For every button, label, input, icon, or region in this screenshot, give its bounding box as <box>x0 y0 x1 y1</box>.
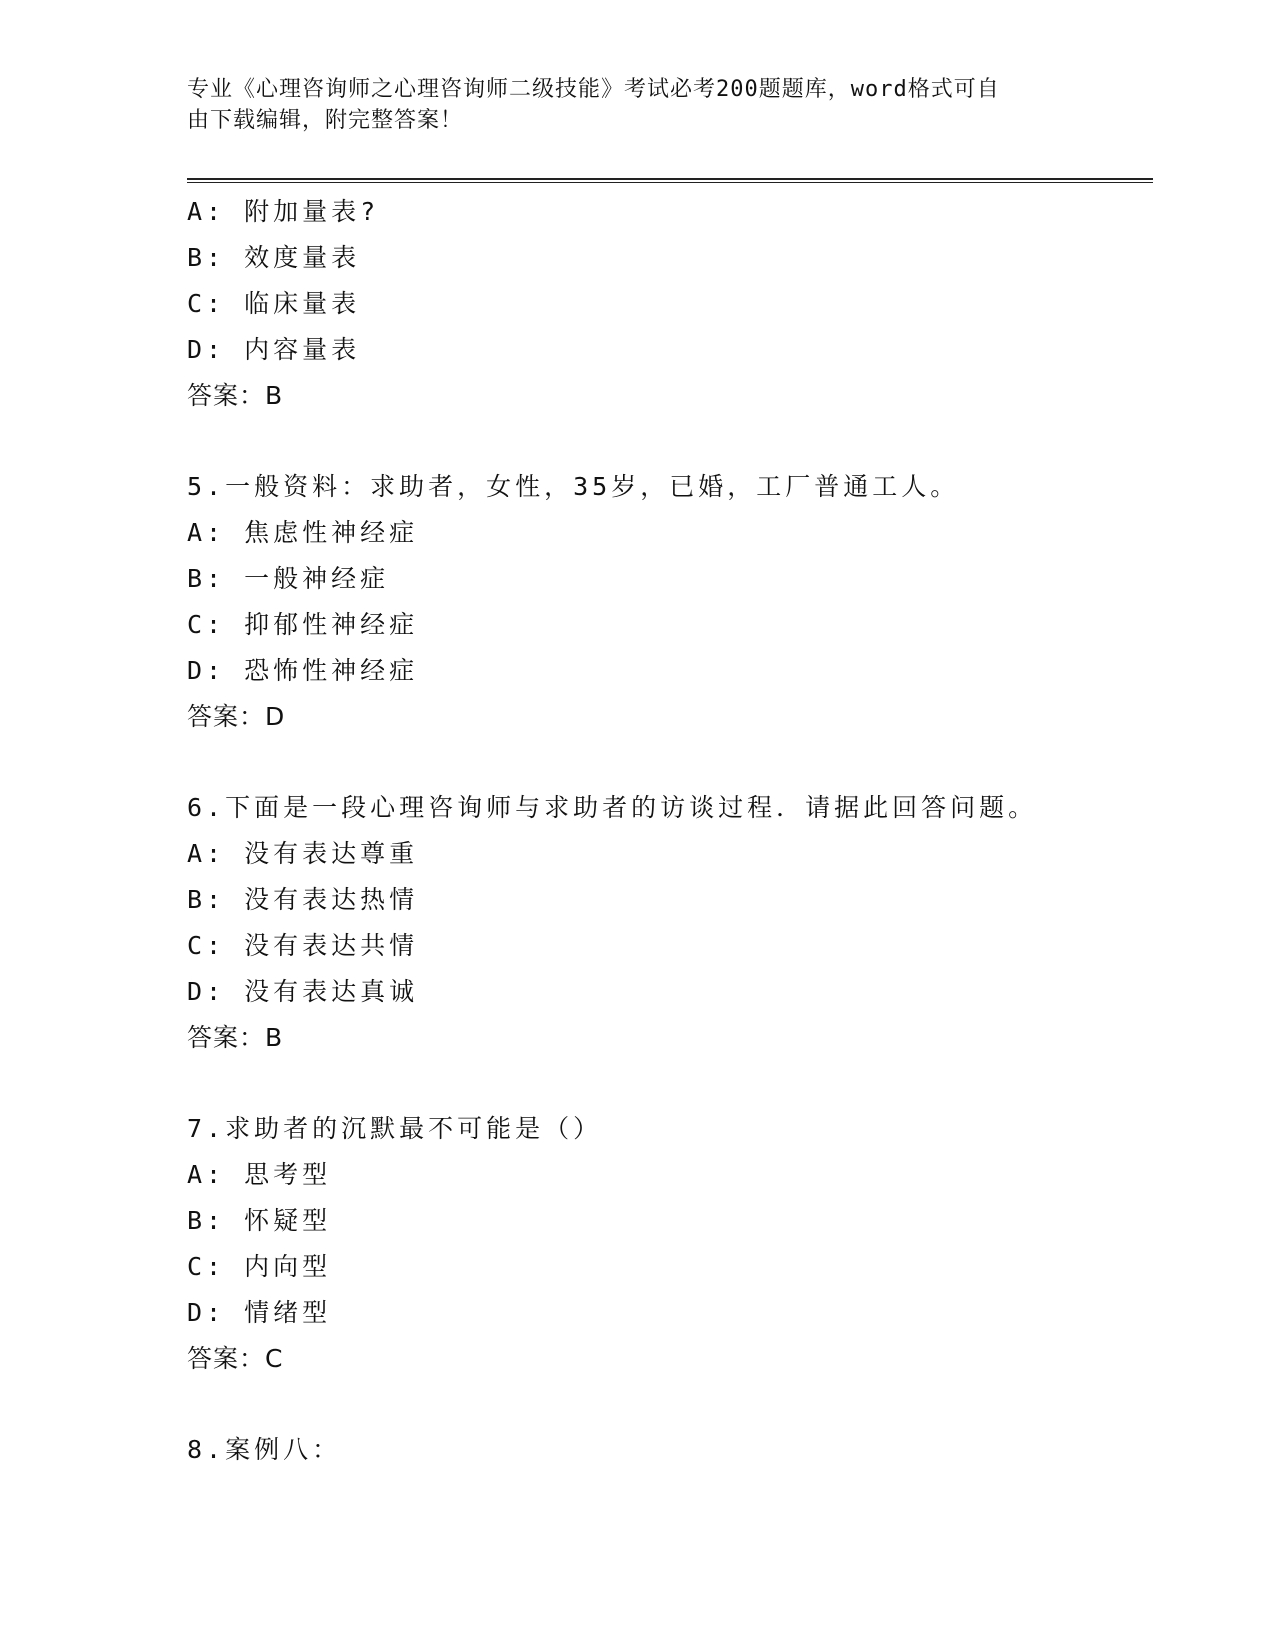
option-b: B: 没有表达热情 <box>187 885 419 914</box>
option-c: C: 临床量表 <box>187 289 361 318</box>
option-c: C: 没有表达共情 <box>187 931 419 960</box>
question-list <box>187 189 1153 1473</box>
header-line-1: 专业《心理咨询师之心理咨询师二级技能》考试必考200题题库，word格式可自 <box>187 77 1000 102</box>
question-text: 7.求助者的沉默最不可能是（） <box>187 1114 603 1143</box>
question-block-7 <box>187 1106 1153 1382</box>
option-d: D: 没有表达真诚 <box>187 977 419 1006</box>
answer-label: 答案：D <box>187 702 286 731</box>
option-d: D: 情绪型 <box>187 1298 332 1327</box>
spacer <box>187 740 1153 785</box>
option-c: C: 抑郁性神经症 <box>187 610 419 639</box>
option-a: A: 焦虑性神经症 <box>187 518 419 547</box>
answer-label: 答案：B <box>187 381 284 410</box>
question-text: 6.下面是一段心理咨询师与求助者的访谈过程．请据此回答问题。 <box>187 793 1038 822</box>
option-a: A: 思考型 <box>187 1160 332 1189</box>
option-c: C: 内向型 <box>187 1252 332 1281</box>
header-line-2: 由下载编辑，附完整答案！ <box>187 108 464 133</box>
option-b: B: 一般神经症 <box>187 564 390 593</box>
question-block-4 <box>187 189 1153 419</box>
option-d: D: 恐怖性神经症 <box>187 656 419 685</box>
answer-label: 答案：B <box>187 1023 284 1052</box>
spacer <box>187 1382 1153 1427</box>
answer-label: 答案：C <box>187 1344 284 1373</box>
option-b: B: 怀疑型 <box>187 1206 332 1235</box>
document-header <box>187 74 1087 136</box>
header-divider-thick <box>187 178 1153 180</box>
option-b: B: 效度量表 <box>187 243 361 272</box>
question-text: 8.案例八： <box>187 1435 342 1464</box>
option-a: A: 没有表达尊重 <box>187 839 419 868</box>
spacer <box>187 1061 1153 1106</box>
header-divider-thin <box>187 182 1153 183</box>
question-text: 5.一般资料：求助者，女性，35岁，已婚，工厂普通工人。 <box>187 472 960 501</box>
spacer <box>187 419 1153 464</box>
question-block-8 <box>187 1427 1153 1473</box>
option-a: A: 附加量表? <box>187 197 380 226</box>
question-block-6 <box>187 785 1153 1061</box>
question-block-5 <box>187 464 1153 740</box>
option-d: D: 内容量表 <box>187 335 361 364</box>
